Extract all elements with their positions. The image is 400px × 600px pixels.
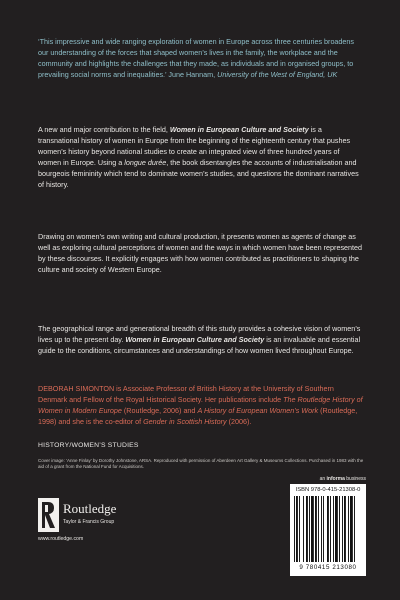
book-title-ref: Women in European Culture and Society xyxy=(169,125,309,134)
para3-text-b: is an invaluable and essential guide to the conditions, circumstances and understandings of how women lived throughout Europe. xyxy=(38,335,361,355)
description-paragraph-2: Drawing on women’s own writing and cultural production, it presents women as agents of change as well as exploring cultural perceptions of women and the ways in which women have been represented by these discourses. It explicitly engages with how women contributed as practitioners to shaping the culture and society of Western Europe. xyxy=(38,232,363,274)
informa-suffix: business xyxy=(344,476,366,482)
bio-text-a: DEBORAH SIMONTON is Associate Professor of British History at the University of Southern Denmark and Fellow of the Royal Historical Society. Her publications include xyxy=(38,384,334,404)
author-bio xyxy=(38,383,364,427)
publisher-subtitle: Taylor & Francis Group xyxy=(63,519,115,525)
description-paragraph-1 xyxy=(38,124,364,190)
informa-tagline xyxy=(290,476,366,482)
para1-text-c: , the book disentangles the accounts of industrialisation and bourgeois femininity which tend to dominate women’s studies, and questions the dominant narratives of history. xyxy=(38,158,359,189)
barcode-digits: 9 780415 213080 xyxy=(299,564,357,571)
quote-source: University of the West of England, UK xyxy=(217,70,338,79)
barcode-icon xyxy=(294,496,362,562)
informa-prefix: an xyxy=(319,476,327,482)
para1-text-b: is a transnational history of women in Europe from the beginning of the eighteenth century that pushes women’s history beyond national studies to create an integrated view of three hundred years of women in Europe. Using a xyxy=(38,125,351,167)
subject-category: HISTORY/WOMEN’S STUDIES xyxy=(38,442,139,449)
bio-text-b: (Routledge, 2006) and xyxy=(121,406,198,415)
para3-text-a: The geographical range and generational breadth of this study provides a cohesive vision of women’s lives up to the present day. xyxy=(38,324,361,344)
description-paragraph-3 xyxy=(38,323,364,356)
barcode-panel xyxy=(290,484,366,576)
cover-image-credit: Cover image: ‘Anne Finlay’ by Dorothy Johnstone, ARSA. Reproduced with permission of Aberdeen Art Gallery & Museums Collections. Purchased in 1983 with the aid of a grant from the National Fund for Acquisitions. xyxy=(38,458,364,470)
para1-text-a: A new and major contribution to the field, xyxy=(38,125,170,134)
publisher-website: www.routledge.com xyxy=(38,536,84,542)
bio-book-3: Gender in Scottish History xyxy=(143,417,227,426)
bio-book-1: The Routledge History of Women in Modern Europe xyxy=(38,395,363,415)
informa-brand: informa xyxy=(326,476,345,482)
quote-text: ‘This impressive and wide ranging exploration of women in Europe across three centuries broadens our understanding of the forces that shaped women’s lives in the family, the workplace and the community and highlights the challenges that they made, as individuals and in organised groups, to prevailing social norms and inequalities.’ June Hannam, xyxy=(38,37,355,79)
publisher-name: Routledge xyxy=(63,501,117,516)
routledge-tower-icon xyxy=(38,498,59,532)
endorsement-quote xyxy=(38,36,364,80)
bio-text-d: (2006). xyxy=(226,417,252,426)
bio-book-2: A History of European Women’s Work xyxy=(197,406,319,415)
bio-text-c: (Routledge, 1998) and she is the co-editor of xyxy=(38,406,358,426)
book-title-ref-2: Women in European Culture and Society xyxy=(125,335,265,344)
longue-duree-term: longue durée xyxy=(124,158,167,167)
isbn-label: ISBN 978-0-415-21308-0 xyxy=(295,487,361,493)
